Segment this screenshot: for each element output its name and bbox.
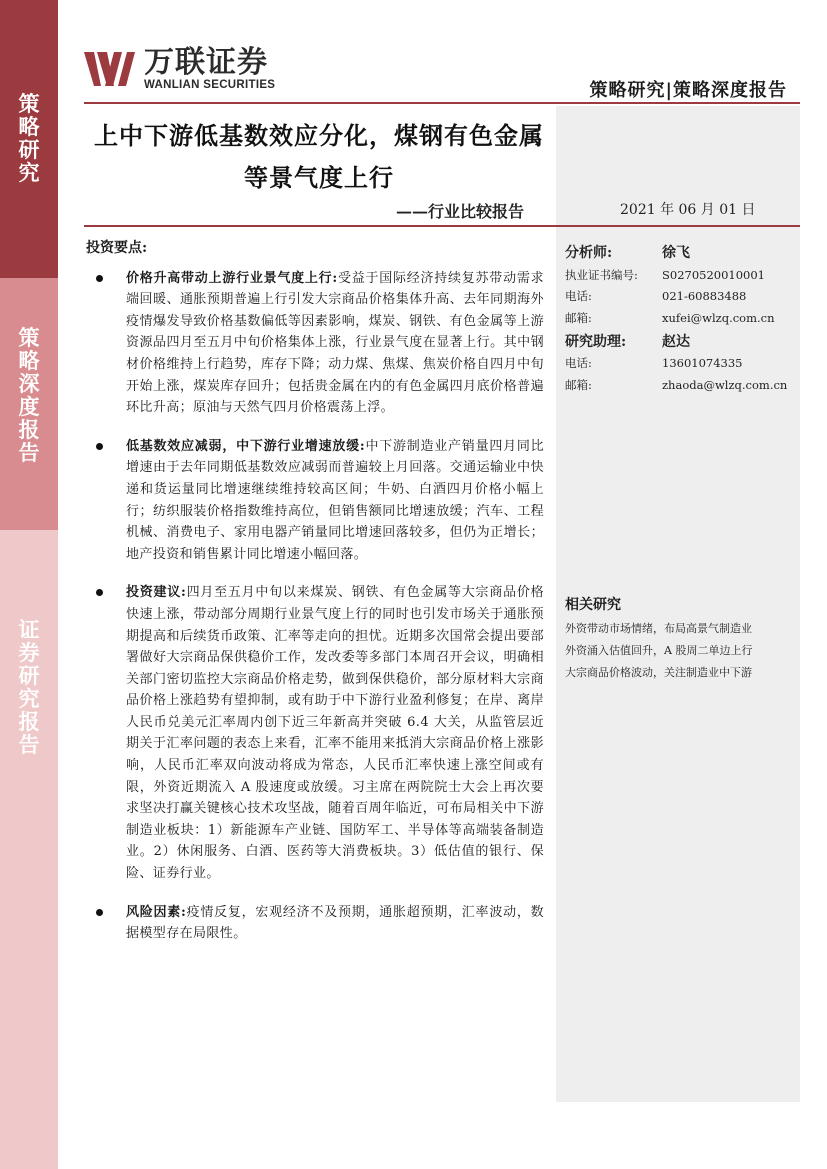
phone-number: 021-60883488 — [662, 289, 747, 304]
sidebar-label-securities-report: 证券研究报告 — [18, 617, 40, 757]
bullet-icon — [96, 443, 103, 450]
detail-label: 邮箱: — [565, 377, 592, 392]
report-subtitle: ——行业比较报告 — [396, 202, 525, 221]
header-divider — [84, 102, 800, 104]
sidebar-band-securities-report — [0, 530, 58, 1169]
report-title-line1: 上中下游低基数效应分化，煤钢有色金属 — [94, 121, 544, 150]
analyst-row — [565, 240, 795, 264]
analyst-detail-row — [565, 307, 795, 329]
assistant-detail-row — [565, 353, 795, 375]
sidebar-label-strategy-depth: 策略深度报告 — [18, 325, 40, 465]
investment-highlights — [84, 238, 544, 962]
detail-label: 邮箱: — [565, 310, 592, 325]
key-point-heading: 风险因素: — [126, 904, 187, 920]
report-date: 2021 年 06 月 01 日 — [620, 202, 756, 218]
related-research-link[interactable]: 外资带动市场情绪，布局高景气制造业 — [565, 622, 752, 635]
company-logo — [84, 46, 275, 94]
wanlian-logo-icon — [84, 46, 136, 94]
key-point-body: 疫情反复，宏观经济不及预期，通胀超预期，汇率波动，数据模型存在局限性。 — [126, 904, 544, 942]
assistant-label: 研究助理: — [565, 333, 627, 350]
bullet-icon — [96, 589, 103, 596]
detail-label: 电话: — [565, 356, 592, 371]
key-point-heading: 投资建议: — [126, 585, 187, 601]
related-research-link[interactable]: 大宗商品价格波动，关注制造业中下游 — [565, 666, 752, 679]
assistant-row — [565, 329, 795, 353]
assistant-name: 赵达 — [662, 333, 690, 350]
key-point — [84, 582, 544, 884]
bullet-icon — [96, 909, 103, 916]
key-point-heading: 低基数效应减弱，中下游行业增速放缓: — [126, 438, 366, 454]
related-research-title: 相关研究 — [565, 597, 621, 613]
email-link[interactable]: xufei@wlzq.com.cn — [662, 310, 775, 325]
related-research-link[interactable]: 外资涌入估值回升，A 股周二单边上行 — [565, 644, 753, 657]
analyst-label: 分析师: — [565, 245, 613, 261]
section-title: 投资要点: — [86, 240, 148, 256]
certificate-number: S0270520010001 — [662, 267, 765, 282]
sidebar-band-strategy-research — [0, 0, 58, 278]
key-point-heading: 价格升高带动上游行业景气度上行: — [126, 270, 338, 286]
sidebar-label-strategy-research: 策略研究 — [18, 91, 40, 185]
report-title-line2: 等景气度上行 — [244, 163, 394, 192]
key-point-body: 中下游制造业产销量四月同比增速由于去年同期低基数效应减弱而普遍较上月回落。交通运输业中快递和货运量同比增速继续维持较高区间；牛奶、白酒四月价格小幅上行；纺织服装价格指数维持高位，但销售额同比增速放缓；汽车、工程机械、消费电子、家用电器产销量同比增速回落较多，但仍为正增长；地产投资和销售累计同比增速小幅回落。 — [126, 438, 545, 562]
detail-label: 执业证书编号: — [565, 267, 638, 282]
analyst-detail-row — [565, 264, 795, 286]
email-link[interactable]: zhaoda@wlzq.com.cn — [662, 377, 788, 392]
phone-number: 13601074335 — [662, 356, 743, 371]
title-divider — [84, 225, 800, 227]
key-point-body: 受益于国际经济持续复苏带动需求端回暖、通胀预期普遍上行引发大宗商品价格集体升高、去年同期海外疫情爆发导致价格基数偏低等因素影响，煤炭、钢铁、有色金属等上游资源品四月至五月中旬价格集体上涨，行业景气度在显著上行。其中钢材价格维持上行趋势，库存下降；动力煤、焦煤、焦炭价格自四月中旬开始上涨，煤炭库存回升；包括贵金属在内的有色金属四月底价格普遍环比升高；原油与天然气四月价格震荡上浮。 — [126, 270, 544, 416]
analyst-info — [565, 240, 795, 396]
detail-label: 电话: — [565, 289, 592, 304]
report-category: 策略研究|策略深度报告 — [589, 80, 787, 101]
key-point — [84, 436, 544, 566]
left-sidebar — [0, 0, 58, 1169]
key-point — [84, 902, 544, 945]
analyst-name: 徐飞 — [662, 245, 690, 261]
assistant-detail-row — [565, 374, 795, 396]
key-point-body: 四月至五月中旬以来煤炭、钢铁、有色金属等大宗商品价格快速上涨，带动部分周期行业景气度上行的同时也引发市场关于通胀预期提高和后续货币政策、汇率等走向的担忧。近期多次国常会提出要部署做好大宗商品保供稳价工作，发改委等多部门本周召开会议，明确相关部门密切监控大宗商品价格走势，做到保供稳价，部分原材料大宗商品价格上涨趋势有望抑制，或有助于中下游行业盈利修复；在岸、离岸人民币兑美元汇率周内创下近三年新高并突破 6.4 大关，从监管层近期关于汇率问题的表态上来看，汇率不能用来抵消大宗商品价格上涨影响，人民币汇率双向波动将成为常态，人民币汇率快速上涨空间或有限，外资近期流入 A 股速度或放缓。习主席在两院院士大会上再次要求坚决打赢关键核心技术攻坚战，随着百周年临近，可布局相关中下游制造业板块：1）新能源车产业链、国防军工、半导体等高端装备制造业。2）休闲服务、白酒、医药等大消费板块。3）低估值的银行、保险、证券行业。 — [126, 585, 544, 882]
logo-chinese-name: 万联证券 — [144, 45, 268, 80]
analyst-detail-row — [565, 286, 795, 308]
related-research — [565, 594, 795, 684]
key-point — [84, 268, 544, 419]
sidebar-band-strategy-depth — [0, 278, 58, 530]
logo-english-name: WANLIAN SECURITIES — [144, 79, 276, 91]
bullet-icon — [96, 275, 103, 282]
